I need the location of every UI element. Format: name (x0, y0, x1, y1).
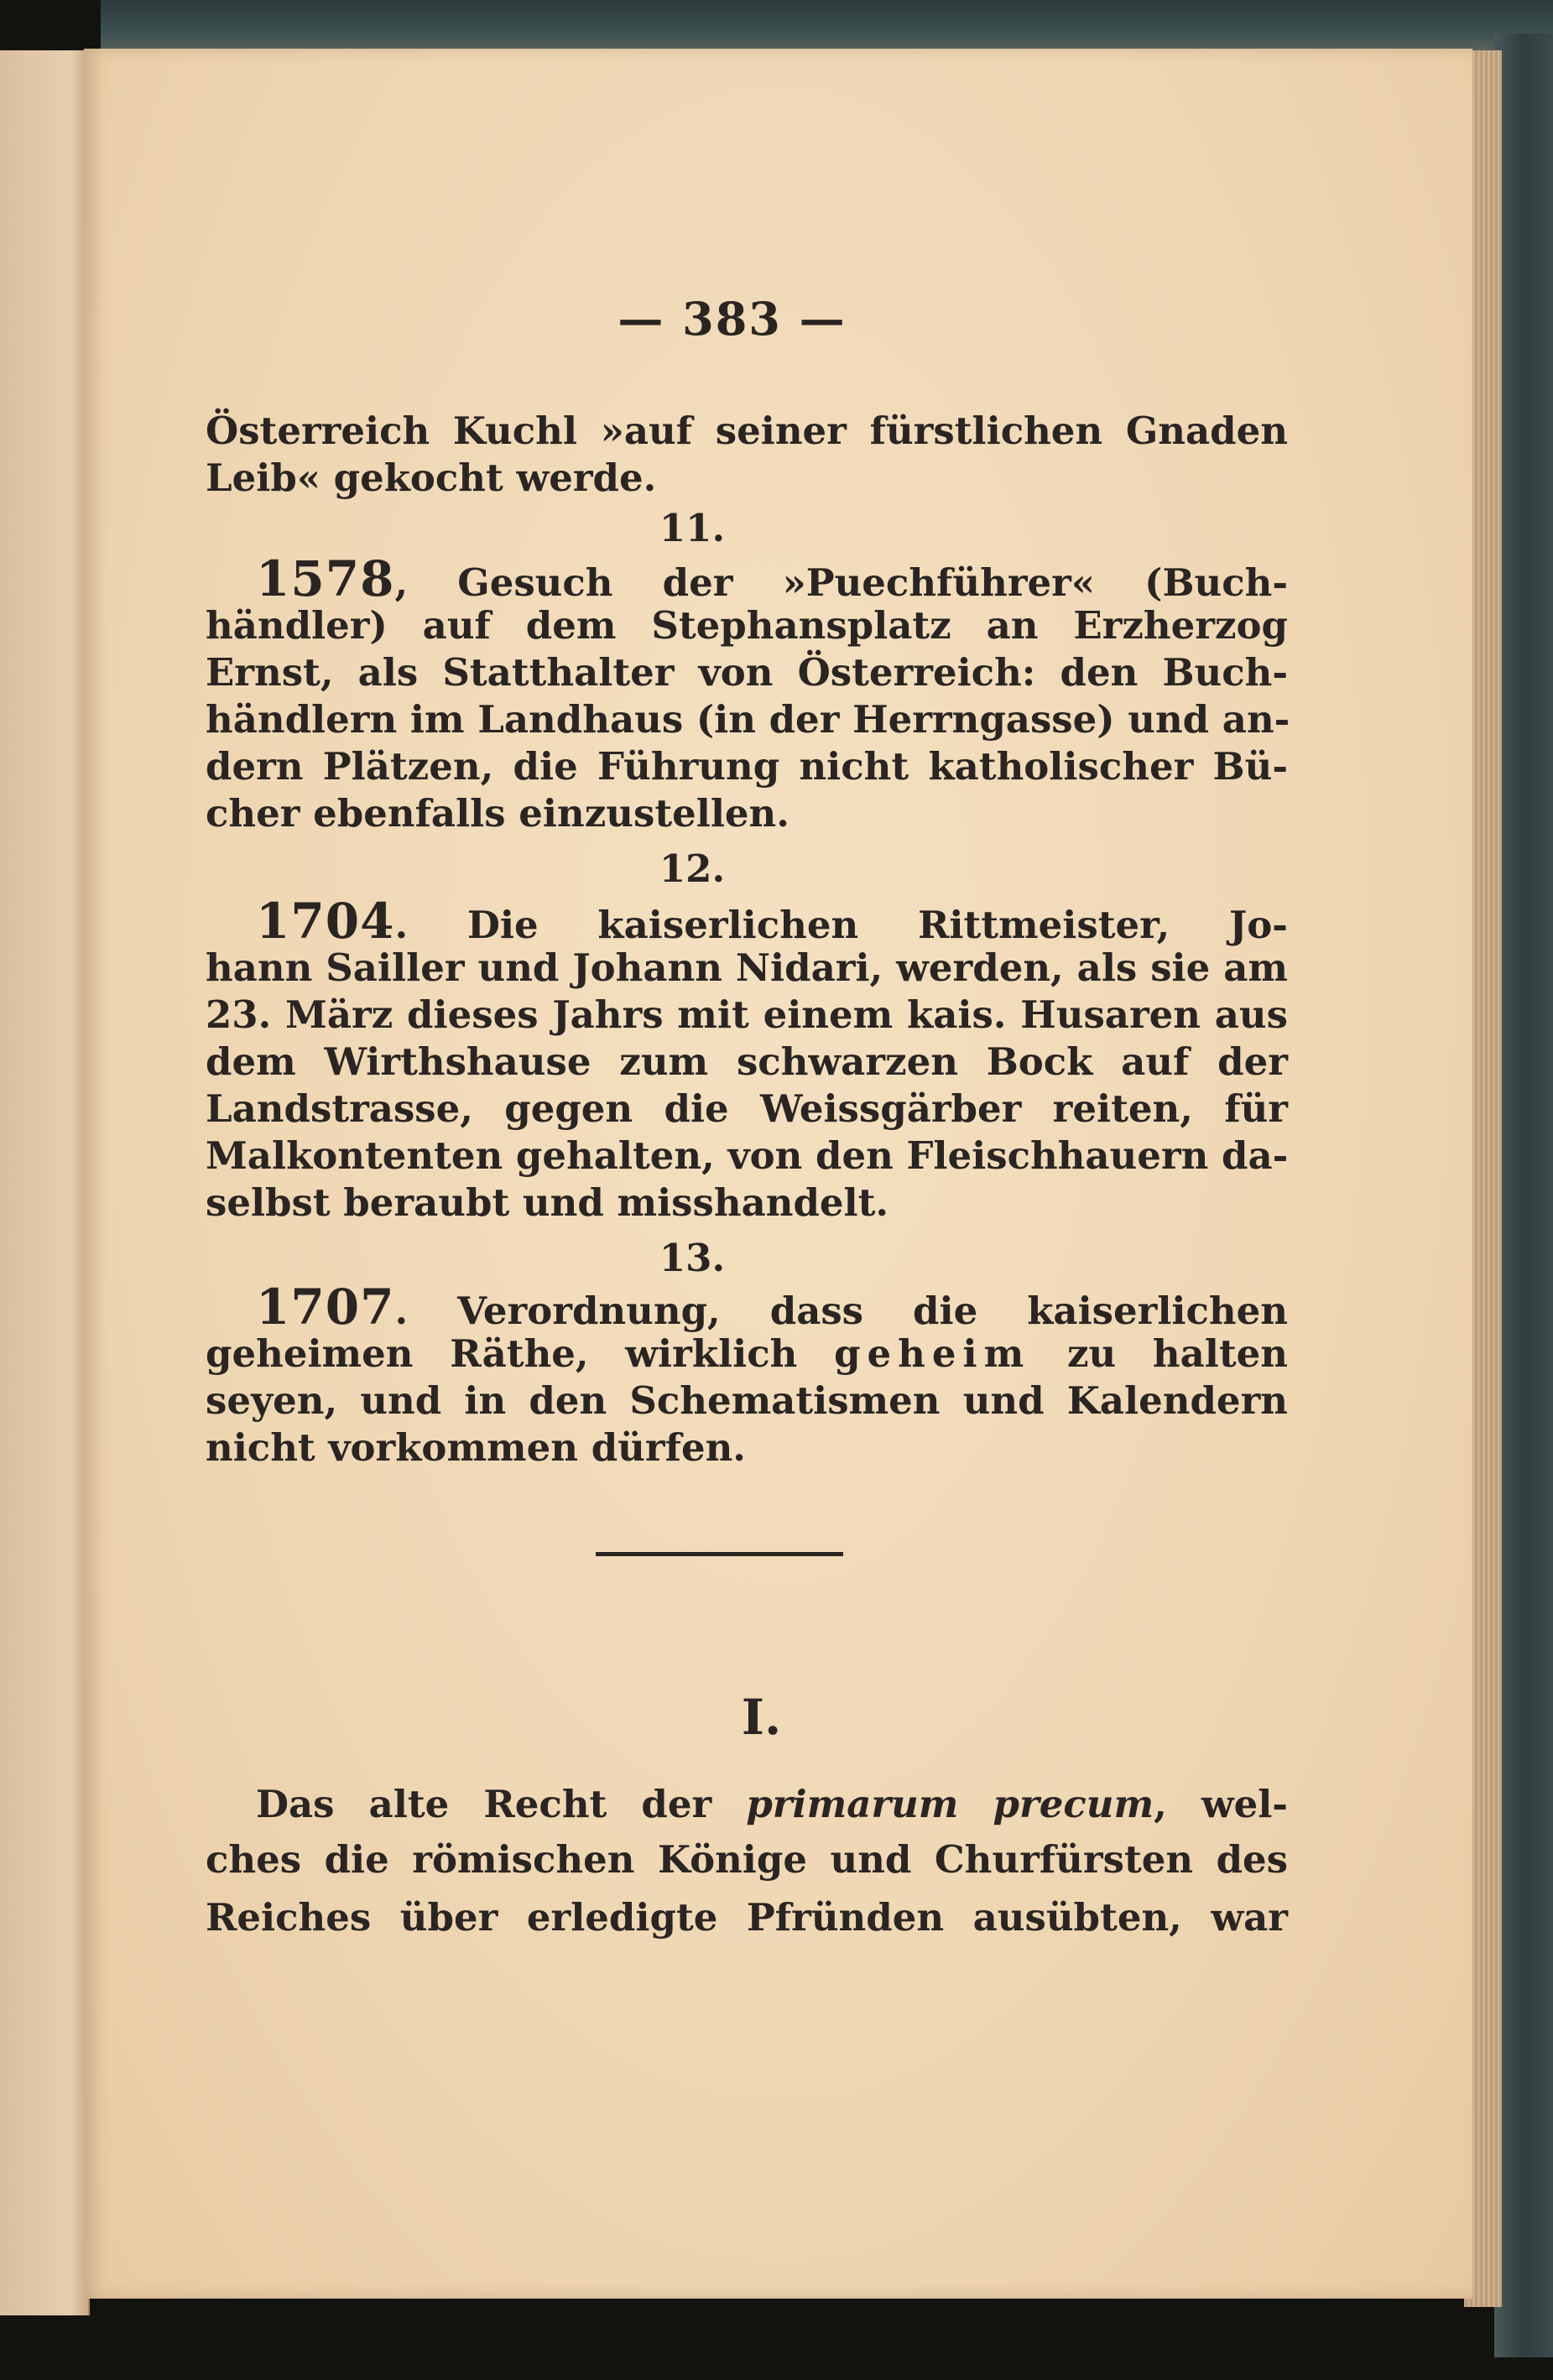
text-line: 23. März dieses Jahrs mit einem kais. Husaren aus (206, 992, 1288, 1037)
page-number-header: — 383 — (618, 292, 847, 346)
section-first-line (206, 1778, 1288, 1831)
text-line: händler) auf dem Stephansplatz an Erzherzog (206, 603, 1288, 648)
text-line: Reiches über erledigte Pfründen ausübten, war (206, 1895, 1288, 1940)
text-fragment: geheimen Räthe, wirklich (206, 1331, 798, 1376)
text-line: hann Sailler und Johann Nidari, werden, als sie am (206, 945, 1288, 990)
entry-text: Die kaiserlichen Rittmeister, Jo- (466, 903, 1288, 947)
entry-first-line: 1704. Die kaiserlichen Rittmeister, Jo- (256, 893, 1288, 950)
text-line: seyen, und in den Schematismen und Kalendern (206, 1378, 1288, 1423)
text-fragment: Das alte Recht der (256, 1782, 712, 1826)
book-cover-right-edge (1494, 34, 1553, 2357)
previous-page-edge (0, 50, 90, 2315)
text-line: selbst beraubt und misshandelt. (206, 1180, 889, 1225)
text-line: Malkontenten gehalten, von den Fleischhauern da- (206, 1133, 1289, 1178)
entry-number: 11. (659, 506, 726, 550)
text-fragment: zu halten (1066, 1331, 1289, 1376)
entry-number: 12. (659, 846, 726, 891)
entry-first-line: 1578, Gesuch der »Puechführer« (Buch- (256, 550, 1288, 607)
text-line: cher ebenfalls einzustellen. (206, 791, 790, 836)
text-line: ches die römischen Könige und Churfürsten des (206, 1837, 1288, 1882)
page-text-block (206, 408, 1288, 1471)
entry-year: 1578 (256, 550, 395, 607)
section-text-block (206, 1778, 1288, 1946)
entry-number: 13. (659, 1236, 726, 1280)
entry-text: Gesuch der »Puechführer« (Buch- (457, 560, 1288, 605)
spaced-emphasis: geheim (834, 1331, 1031, 1376)
text-line: dern Plätzen, die Führung nicht katholischer Bü- (206, 744, 1288, 789)
text-line: nicht vorkommen dürfen. (206, 1425, 746, 1470)
text-line: Leib« gekocht werde. (206, 456, 657, 500)
text-fragment: , wel- (1154, 1782, 1288, 1826)
text-line (206, 1331, 1288, 1377)
entry-text: Verordnung, dass die kaiserlichen (457, 1289, 1288, 1333)
section-divider-rule (596, 1552, 843, 1556)
text-line: händlern im Landhaus (in der Herrngasse) und an- (206, 697, 1290, 742)
section-heading: I. (741, 1689, 782, 1746)
text-line: Ernst, als Statthalter von Österreich: den Buch- (206, 650, 1288, 695)
entry-year: 1704 (256, 893, 395, 950)
text-line: Österreich Kuchl »auf seiner fürstlichen Gnaden (206, 409, 1288, 453)
book-page (84, 49, 1472, 2299)
entry-year: 1707 (256, 1279, 395, 1336)
entry-first-line: 1707. Verordnung, dass die kaiserlichen (256, 1279, 1288, 1336)
text-line: dem Wirthshause zum schwarzen Bock auf der (206, 1039, 1288, 1084)
italic-phrase: primarum precum (746, 1782, 1154, 1826)
text-line: Landstrasse, gegen die Weissgärber reiten, für (206, 1086, 1288, 1131)
